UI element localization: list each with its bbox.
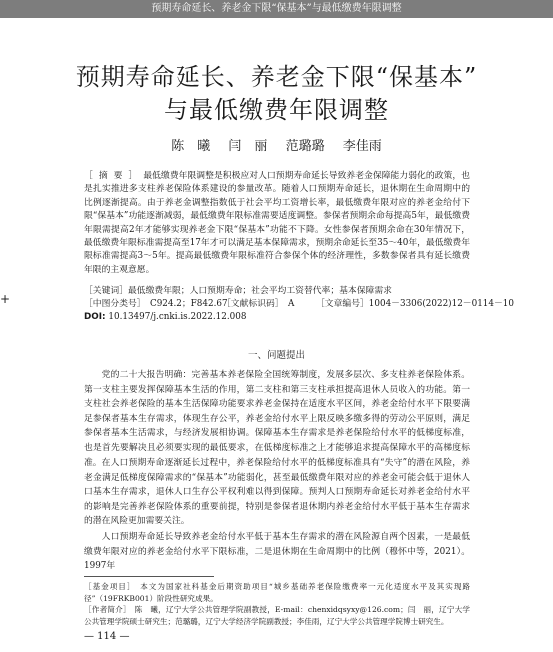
running-title: 预期寿命延长、养老金下限“保基本”与最低缴费年限调整 xyxy=(151,3,402,14)
margin-crosshair-mark: + xyxy=(0,292,11,306)
running-header-bar xyxy=(0,0,553,18)
article-id: ［文章编号］1004－3306(2022)12－0114－10 xyxy=(316,299,514,309)
body-paragraph: 党的二十大报告明确：完善基本养老保险全国统筹制度，发展多层次、多支柱养老保险体系。第一支柱主要发挥保障基本生活的作用，第二支柱和第三支柱承担提高退休人员收入的功能。第一支柱社会养老保险的基本生活保障功能要求养老金保持在适度水平区间，养老金给付水平下限要满足参保者基本生存需求，体现生存公平，养老金给付水平上限反映多缴多得的劳动公平原则，满足参保者基本生活需求，与经济发展相协调。保障基本生存需求是养老保险给付水平的低梯度标准，也是首先要解决且必须要实现的最低要求，在低梯度标准之上才能够追求提高保障水平的高梯度标准。 xyxy=(84,370,470,468)
doi-row xyxy=(84,311,470,324)
section-heading: 一、问题提出 xyxy=(247,350,305,361)
classification-row xyxy=(84,298,514,311)
body-paragraph: 在人口预期寿命逐渐延长过程中，养老保险给付水平的低梯度标准具有“失守”的潜在风险，养老金满足低梯度保障需求的“保基本”功能弱化，甚至最低缴费年限对应的养老金可能会低于退休人口基本生存需求，退休人口生存公平权利难以得到保障。预判人口预期寿命延长对养老金给付水平的影响是完善养老保险体系的重要前提，特别是参保者退休期内养老金给付水平低于基本生存需求的潜在风险更加需要关注。 xyxy=(84,458,470,527)
author-name: 李佳雨 xyxy=(342,139,382,154)
article-title-line-1: 预期寿命延长、养老金下限“保基本” xyxy=(75,63,478,91)
author-list xyxy=(0,139,553,155)
abstract-text: 最低缴费年限调整是积极应对人口预期寿命延长导致养老金保障能力弱化的政策，也是扎实推进多支柱养老保险体系建设的参量改革。随着人口预期寿命延长，退休期在生命周期中的比例逐渐提高。由于养老金调整指数低于社会平均工资增长率，最低缴费年限对应的养老金给付下限“保基本”功能逐渐减弱，最低缴费年限标准需要适度调整。参保者预期余命每提高5年，最低缴费年限需提高2年才能够实现养老金下限“保基本”功能不下降。女性参保者预期余命在30年情况下，最低缴费年限标准需提高至17年才可以满足基本保障需求，预期余命延长至35～40年，最低缴费年限标准需提高3～5年。提高最低缴费年限标准符合参保个体的经济理性，多数参保者具有延长缴费年限的主观意愿。 xyxy=(84,171,470,275)
article-title-line-2: 与最低缴费年限调整 xyxy=(164,96,389,124)
abstract xyxy=(84,170,470,277)
doi-value: 10.13497/j.cnki.is.2022.12.008 xyxy=(108,312,247,322)
keywords-text: 最低缴费年限；人口预期寿命；社会平均工资替代率；基本保障需求 xyxy=(128,286,392,296)
abstract-label: ［摘要］ xyxy=(84,171,144,181)
body-paragraph: 人口预期寿命延长导致养老金给付水平低于基本生存需求的潜在风险源自两个因素，一是最低缴费年限对应的养老金给付水平下限标准，二是退休期在生命周期中的比例（穆怀中等，2021）。1997年 xyxy=(84,532,470,572)
author-name: 范璐璐 xyxy=(285,139,325,154)
author-name: 陈 曦 xyxy=(171,139,211,154)
keywords-row xyxy=(84,285,470,298)
footnote-divider xyxy=(84,576,214,577)
doi-label: DOI: xyxy=(84,312,106,322)
document-code: ［文献标识码］ A xyxy=(222,299,295,309)
author-name: 闫 丽 xyxy=(228,139,268,154)
funding-footnote: ［基金项目］ 本文为国家社科基金后期资助项目“城乡基础养老保险缴费率一元化适度水平及其实现路径”（19FRKB001）阶段性研究成果。 xyxy=(84,582,470,603)
clc-number: ［中图分类号］ C924.2；F842.67 xyxy=(84,299,228,309)
page-number: — 114 — xyxy=(84,631,130,642)
keywords-label: ［关键词］ xyxy=(84,286,128,296)
author-bio-footnote: ［作者简介］ 陈 曦，辽宁大学公共管理学院副教授，E-mail：chenxidqsyxy@126.com；闫 丽，辽宁大学公共管理学院硕士研究生；范璐璐，辽宁大学经济学院副教授；李佳雨，辽宁大学公共管理学院博士研究生。 xyxy=(84,605,470,626)
